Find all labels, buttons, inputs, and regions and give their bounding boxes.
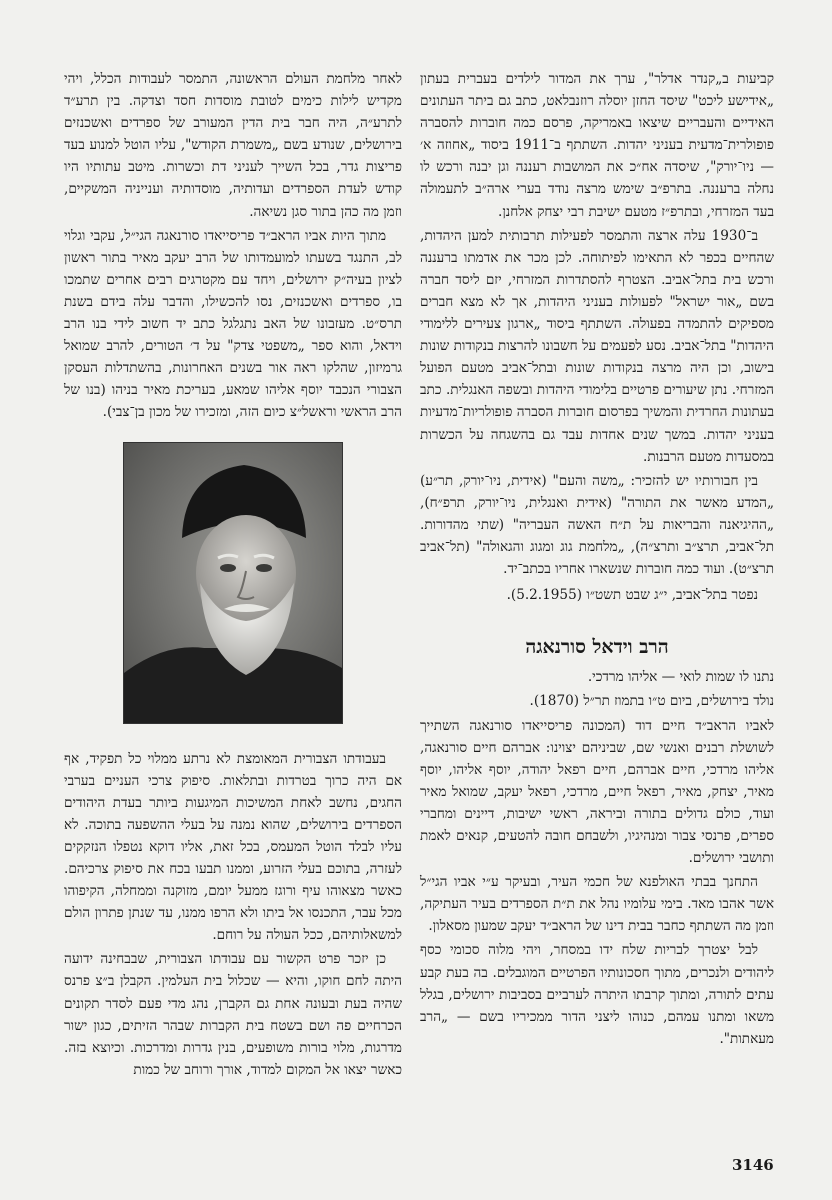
paragraph: נולד בירושלים, ביום ט״ו בתמוז תר״ל (1870). — [529, 693, 774, 710]
paragraph: נתנו לו שמות לואי — אליהו מרדכי. — [587, 669, 774, 686]
right-column — [420, 68, 774, 1052]
paragraph: בין חבורותיו יש להזכיר: „משה והעם" (אידית, ניו־יורק, תר״ע) „המדע מאשר את התורה" (אידית ואנגלית, ניו־יורק, תרפ״ח), „ההיגיאנה והבריאות על ת״ח האשה העבריה" (שתי מהדורות. תל־אביב, תרצ״ב ותרצ״ה), „מלחמת גוג ומגוג והגאולה" (תל־אביב תרצ״ט). ועוד כמה חוברות שנשארו אחריו בכתב־יד. — [420, 472, 774, 578]
paragraph: כן יזכר פרט הקשור עם עבודתו הצבורית, שבבחינה ידועה היתה לחם חוקו, והיא — שכלול בית העלמין. הקבלן ב״צ פרנס שהיה בעת ובעונה אחת גם הקברן, נהג מדי פעם לסדר תקונים הכרחיים פה ושם בשטח בית הקברות שבהר הזיתים, כגון ישור מדרגות, מלוי בורות משופעים, בנין גדרות ומדרכות. וכיוצא בזה. כאשר יצאו אל המקום למדוד, אורך ורוחב של כמות — [64, 951, 402, 1078]
section-heading: הרב וידאל סורנאגה — [525, 636, 669, 659]
page-number: 3146 — [732, 1156, 774, 1174]
paragraph: התחנך בבתי האולפנא של חכמי העיר, ובעיקר ע״י אביו הגי״ל אשר אהבו מאד. בימי עלומיו נהל את ת״ת הספרדים בעיר העתיקה, וזמן מה השתתף כחבר בבית דינו של הראב״ד יעקב שמעון מסאלון. — [420, 874, 774, 935]
left-column — [64, 68, 402, 1083]
paragraph: לאחר מלחמת העולם הראשונה, התמסר לעבודות הכלל, ויהי מקדיש לילות כימים לטובת מוסדות חסד וצדקה. בין תרע״ד לתרע״ה, היה חבר בית הדין המעורב של ספרדים ואשכנזים בירושלים, שנודע בשם „משמרת הקודש", עליו הוטל למנוע בעד פריצות גדר, בכל השייך לעניני דת וכשרות. מיטב עתותיו היו קודש לעדת הספרדים ועדותיה, מוסדותיה וענייניה המשקיים, וזמן מה כהן בתור סגן נשיאה. — [64, 71, 402, 220]
portrait-image — [124, 443, 342, 723]
paragraph: בעבודתו הצבורית המאומצת לא נרתע ממלוי כל תפקיד, אף אם היה כרוך בטרדות ובתלאות. סיפוק צרכי העניים בערבי החגים, נחשב לאחת המשיכות המיגעות ביותר בעדת היהודים הספרדים בירושלים, שהוא נמנה על בעלי ההשפעה בתוכה. לא עליו לבלד הוטל המעמס, בכל זאת, אליו דוקא נטפלו הנזקקים לעזרה, בתוכם בעלי הזרוע, וממנו תבעו בכח את סיפוק צרכיהם. כאשר מצאוהו עיף ורוגז ממעל יומם, מזוקנה וממחלה, הקיפוהו מכל עבר, התכנסו אל ביתו ולא הרפו ממנו, עד שנתן פתרון הולם למשאלותיהם, ככל העולה על רוחם. — [64, 750, 402, 944]
portrait-photo — [123, 442, 343, 724]
paragraph: קביעות ב„קנדר אדלר", ערך את המדור לילדים בעברית בעתון „אידישע ליכט" שיסד החזן יוסלה רוזנבלאט, כתב גם ביתר העתונים האידיים והעבריים שיצאו באמריקה, פרסם כמה חוברות להסברה פופולרית־מדעית בעניני יהדות. השתתף ב־1911 ביסוד „אחוזה א׳ — ניו־יורק", שיסדה אח״כ את המושבות רעננה וגן יבנה ורכש לו נחלה ברעננה. בתרפ״ב שימש מרצה נודד בערי ארה״ב לתעמולה בעד המזרחי, ובתרפ״ז מטעם ישיבת רבי יצחק אלחנן. — [420, 71, 774, 220]
paragraph: לאביו הראב״ד חיים דוד (המכונה פריסייאדו סורנאגה השתייך לשושלת רבנים ואנשי שם, שביניהם יצוינו: אברהם חיים סורנאגה, אליהו מרדכי, חיים אברהם, חיים רפאל יהודה, יוסף אליהו, יוסף מאיר, יצחק, מאיר, רפאל חיים, מרדכי, רפאל יעקב, שמואל מאיר ועוד, כולם גדולים בתורה וביראה, ראשי ישיבות, דיינים ומחברי ספרים, פרנסי צבור ומנהיגיו, ולשבחם חובה להטעים, קנאים לאמת ותושבי ירושלים. — [420, 717, 774, 867]
paragraph: מתוך היות אביו הראב״ד פריסייאדו סורנאגה הגי״ל, עקבי וגלוי לב, התנגד בשעתו למועמדותו של הרב יעקב מאיר בתור ראשון לציון בעיה״ק ירושלים, ויחד עם מקטרגים רבים אחרים שתמכו בו, ספרדים ואשכנזים, נסו להכשילו, והדבר עלה בידם בשנת תרס״ט. מעזבונו של האב נתגלגל כתב יד חשוב לידי בנו הרב וידאל, והוא ספר „משפטי צדק" על ד׳ הטורים, להרב שמואל גרמיזון, שהלקו ראה אור בשנים האחרונות, בהשתדלות העסקן הצבורי הנכבד יוסף אליהו שמאע, בעריכת מאיר בניהו (בנו של הרב הראשי וראשל״צ כיום הזה, ומזכירו של מכון בן־צבי). — [64, 227, 402, 421]
paragraph: לבל יצטרך לבריות שלח ידו במסחר, ויהי מלוה סכומי כסף ליהודים ולנכרים, מתוך חסכונותיו הפרטיים המוגבלים. בה בעת קבע עתים לתורה, ומתוך קרבתו היתרה לערביים בסביבות ירושלים, בגלל משאו ומתנו עמהם, כנוהו ליצני הדור ממכיריו בשם — „הרב מעאתות". — [420, 942, 774, 1047]
paragraph: ב־1930 עלה ארצה והתמסר לפעילות תרבותית למען היהדות, שהחיים בכפר לא התאימו לפיתוחה. לכן מכר את אדמתו ברעננה ורכש בית בתל־אביב. הצטרף להסתדרות המזרחי, יזם ליסד חברה בשם „אור ישראל" לפעולות בעניני היהדות, אך לא מצא חברים מספיקים להתמדה בפעולה. השתתף ביסוד „ארגון צעירים ללימודי היהדות" בתל־אביב. נסע לפעמים על חשבונו להרצות בנקודות שונות בישוב, וכן היה מרצה בנקודות שונות ובתל־אביב מטעם הפועל המזרחי. נתן שיעורים פרטיים בלימודי היהדות ובשפה האנגלית. כתב בעתונות החרדית והמשיך בפרסום חוברות הסברה פופולריות־מדעיות בעניני יהדות. במשך שנים אחדות עבד גם בהשגחה על הכשרות במסעדות מטעם הרבנות. — [420, 227, 774, 465]
death-note: נפטר בתל־אביב, י״ג שבט תשט״ו (5.2.1955). — [506, 587, 758, 604]
